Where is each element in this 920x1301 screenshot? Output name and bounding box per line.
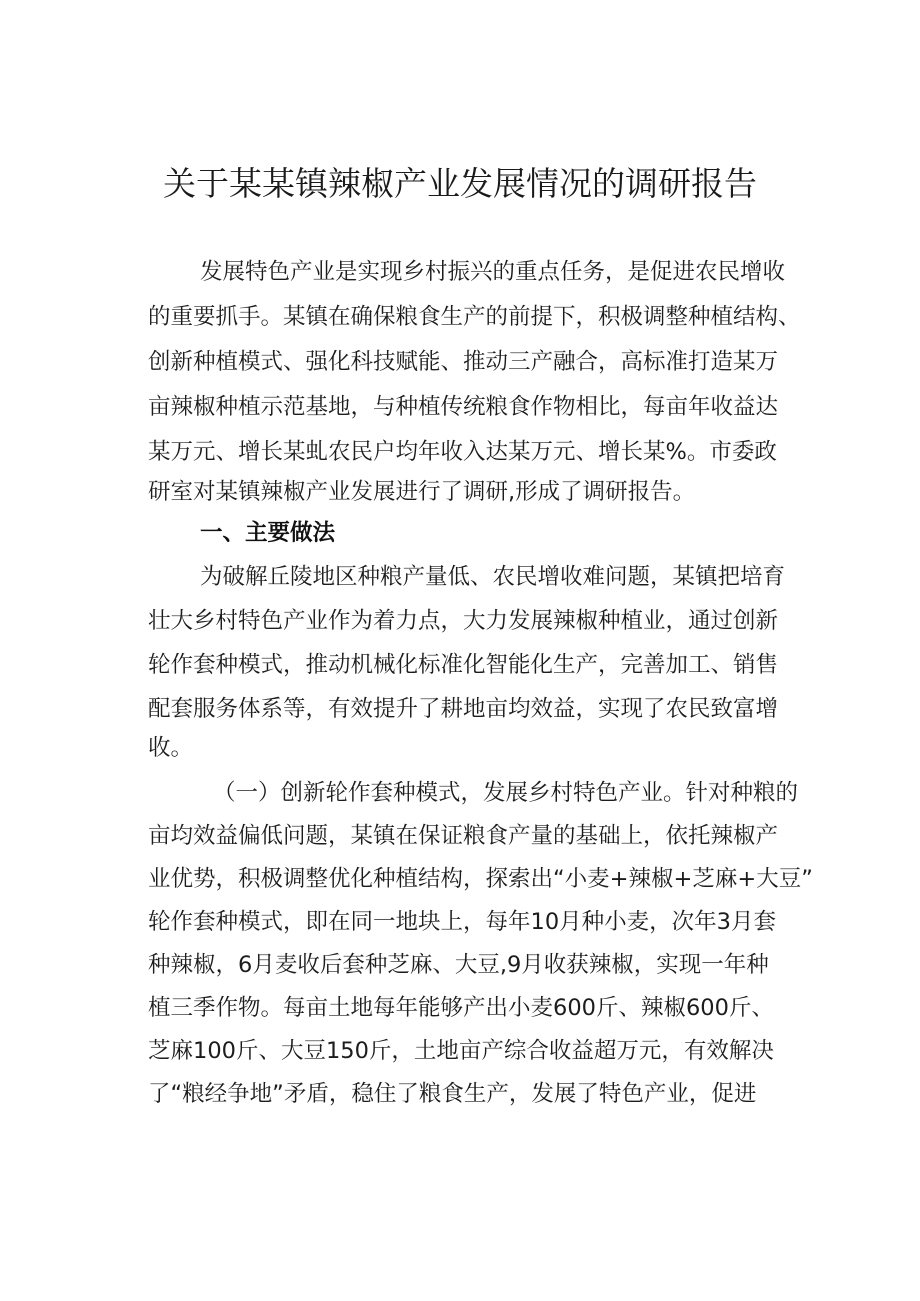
- paragraph-line: 的重要抓手。某镇在确保粮食生产的前提下，积极调整种植结构、: [148, 304, 801, 330]
- paragraph-line: 轮作套种模式，即在同一地块上，每年10月种小麦，次年3月套: [148, 909, 776, 935]
- paragraph-line: 业优势，积极调整优化种植结构，探索出“小麦+辣椒+芝麻+大豆”: [148, 866, 813, 892]
- paragraph-line: 创新种植模式、强化科技赋能、推动三产融合，高标准打造某万: [148, 349, 779, 375]
- paragraph-line: 为破解丘陵地区种粮产量低、农民增收难问题，某镇把培育: [200, 564, 786, 590]
- paragraph-line: 壮大乡村特色产业作为着力点，大力发展辣椒种植业，通过创新: [148, 608, 779, 634]
- paragraph-line: 收。: [148, 735, 194, 761]
- paragraph-line: 亩辣椒种植示范基地，与种植传统粮食作物相比，每亩年收益达: [148, 394, 779, 420]
- section-heading: 一、主要做法: [200, 520, 336, 546]
- paragraph-line: 配套服务体系等，有效提升了耕地亩均效益，实现了农民致富增: [148, 696, 779, 722]
- paragraph-line: 芝麻100斤、大豆150斤，土地亩产综合收益超万元，有效解决: [148, 1038, 774, 1064]
- paragraph-line: 研室对某镇辣椒产业发展进行了调研,形成了调研报告。: [148, 479, 696, 505]
- paragraph-line: 种辣椒，6月麦收后套种芝麻、大豆,9月收获辣椒，实现一年种: [148, 952, 769, 978]
- paragraph-line: 了“粮经争地”矛盾，稳住了粮食生产，发展了特色产业，促进: [148, 1081, 757, 1107]
- paragraph-line: （一）创新轮作套种模式，发展乡村特色产业。针对种粮的: [213, 780, 799, 806]
- paragraph-line: 轮作套种模式，推动机械化标准化智能化生产，完善加工、销售: [148, 652, 779, 678]
- document-title: 关于某某镇辣椒产业发展情况的调研报告: [163, 164, 757, 203]
- paragraph-line: 亩均效益偏低问题，某镇在保证粮食产量的基础上，依托辣椒产: [148, 823, 779, 849]
- paragraph-line: 某万元、增长某虬农民户均年收入达某万元、增长某%。市委政: [148, 439, 777, 465]
- paragraph-line: 发展特色产业是实现乡村振兴的重点任务，是促进农民增收: [200, 259, 786, 285]
- paragraph-line: 植三季作物。每亩土地每年能够产出小麦600斤、辣椒600斤、: [148, 995, 774, 1021]
